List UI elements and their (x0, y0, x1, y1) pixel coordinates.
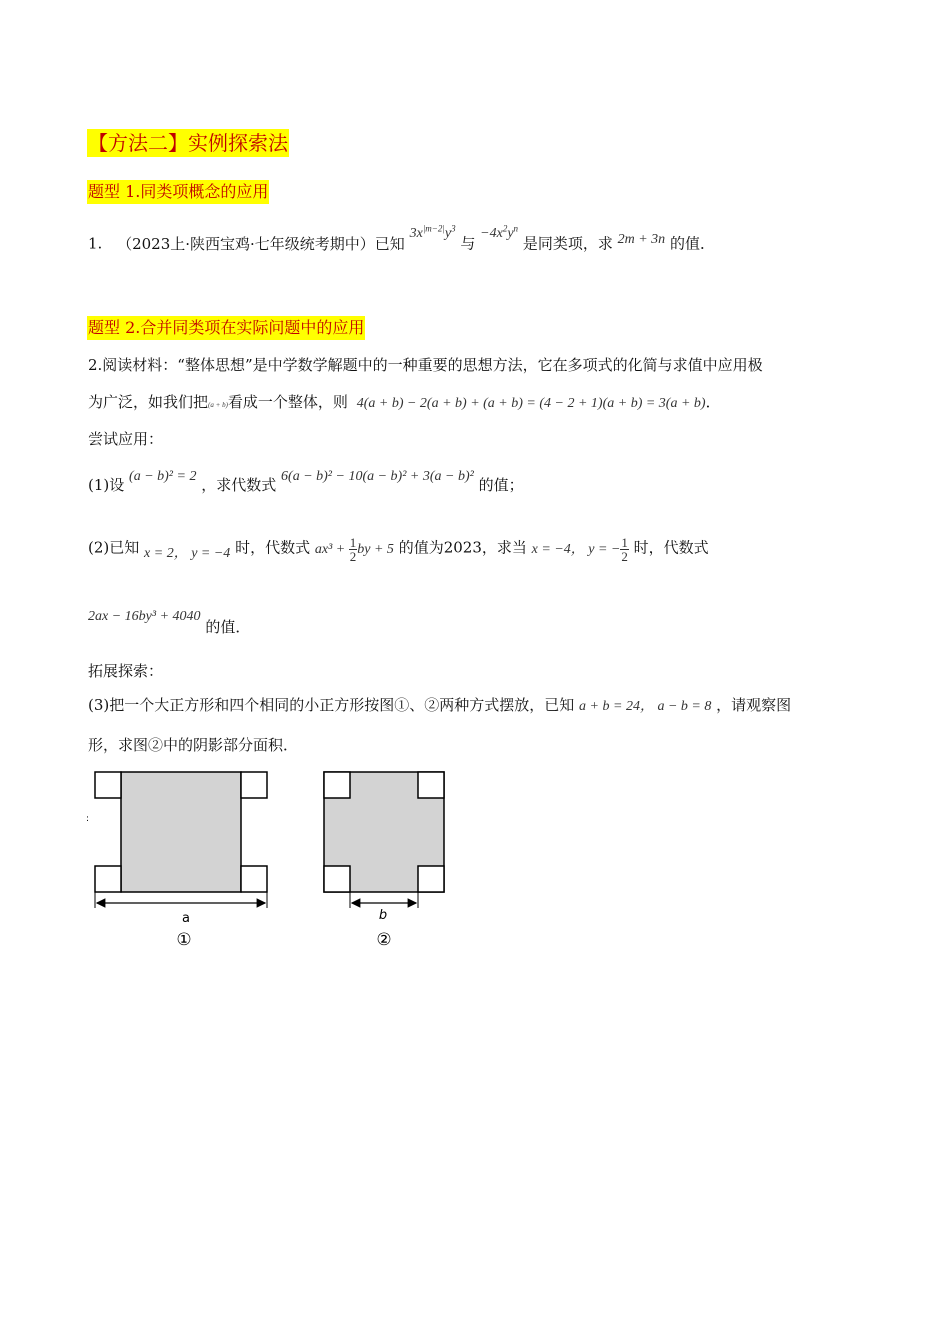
p2-fraction: $\frac{1}{2}$ (349, 535, 357, 564)
type2-title: 题型 2.合并同类项在实际问题中的应用 (87, 316, 365, 340)
q1-end: 的值． (669, 234, 715, 253)
figure-1 (86, 772, 267, 950)
p2-condition: x = 2， y = −4 (144, 545, 231, 561)
type1-title: 题型 1.同类项概念的应用 (87, 180, 269, 204)
p1-condition: (a − b)² = 2 (129, 469, 197, 484)
fig1-small-square (95, 772, 121, 798)
fig1-label: ① (176, 930, 192, 950)
fig2-small-square (418, 772, 444, 798)
fig2-dimension-label: b (378, 908, 388, 923)
part-1 (88, 469, 524, 498)
q1-target: 2m + 3n (617, 231, 666, 247)
explore-label: 拓展探索： (88, 662, 164, 680)
part-3-line1 (88, 694, 791, 718)
q1-expr2: $-4x^2y^n$ (480, 223, 519, 241)
p3-condition: a + b = 24， a − b = 8 (579, 699, 712, 714)
fig2-small-square (324, 866, 350, 892)
p2-mid1: 时，代数式 (235, 538, 311, 557)
intro-formula: 4(a + b) − 2(a + b) + (a + b) = (4 − 2 + 1)(a + b) = 3(a + b) (356, 396, 706, 411)
fig1-small-square (241, 772, 267, 798)
figure-2 (324, 772, 444, 950)
q1-source: （2023上·陕西宝鸡·七年级统考期中）已知 (117, 234, 405, 253)
p2-end: 时，代数式 (633, 538, 709, 557)
p2-fraction2: $\frac{1}{2}$ (621, 535, 628, 564)
try-label: 尝试应用： (88, 430, 164, 448)
p2-expression2: 2ax − 16by³ + 4040 (88, 609, 201, 624)
q1-expr1: $3x^{|m-2|}y^3$ (409, 223, 456, 241)
fig1-dimension-label: a (182, 911, 190, 926)
method-title: 【方法二】实例探索法 (88, 131, 288, 155)
question-1 (88, 223, 715, 257)
intro-end: ． (705, 393, 721, 411)
p3-text-a: (3)把一个大正方形和四个相同的小正方形按图①、②两种方式摆放，已知 (88, 696, 575, 714)
type2-intro-line1: 2.阅读材料：“整体思想”是中学数学解题中的一种重要的思想方法，它在多项式的化简与求值中应用极 (88, 356, 763, 374)
q1-number: 1. (88, 234, 103, 253)
fig2-small-square (418, 866, 444, 892)
p1-mid: ，求代数式 (201, 476, 277, 494)
part-2 (88, 536, 709, 563)
fig1-big-square (121, 772, 241, 892)
intro-small-expr: (a + b) (208, 401, 228, 409)
part-3-line2: 形，求图②中的阴影部分面积． (88, 736, 299, 754)
p2-expression: ax³ + $\frac{1}{2}$ by + 5 (314, 535, 394, 564)
fig2-label: ② (376, 930, 392, 950)
p1-end: 的值； (478, 476, 524, 494)
q1-connector: 与 (460, 234, 476, 253)
p2-label: (2)已知 (88, 538, 140, 557)
p2-end2: 的值． (205, 618, 251, 636)
p1-label: (1)设 (88, 476, 125, 494)
intro-text-a: 为广泛，如我们把 (88, 393, 209, 411)
type2-intro-line2 (88, 391, 721, 416)
q1-middle: 是同类项，求 (522, 234, 613, 253)
fig1-small-square (241, 866, 267, 892)
svg-text::: : (86, 814, 90, 824)
figures (84, 765, 464, 955)
p3-text-b: ，请观察图 (716, 696, 792, 714)
part-2-cont (88, 608, 251, 636)
p2-mid2: 的值为2023，求当 (398, 538, 527, 557)
fig2-small-square (324, 772, 350, 798)
p2-condition2: x = −4， y = − $\frac{1}{2}$ (531, 535, 628, 564)
fig1-small-square (95, 866, 121, 892)
p1-expression: 6(a − b)² − 10(a − b)² + 3(a − b)² (281, 469, 474, 484)
intro-text-b: 看成一个整体，则 (227, 393, 348, 411)
